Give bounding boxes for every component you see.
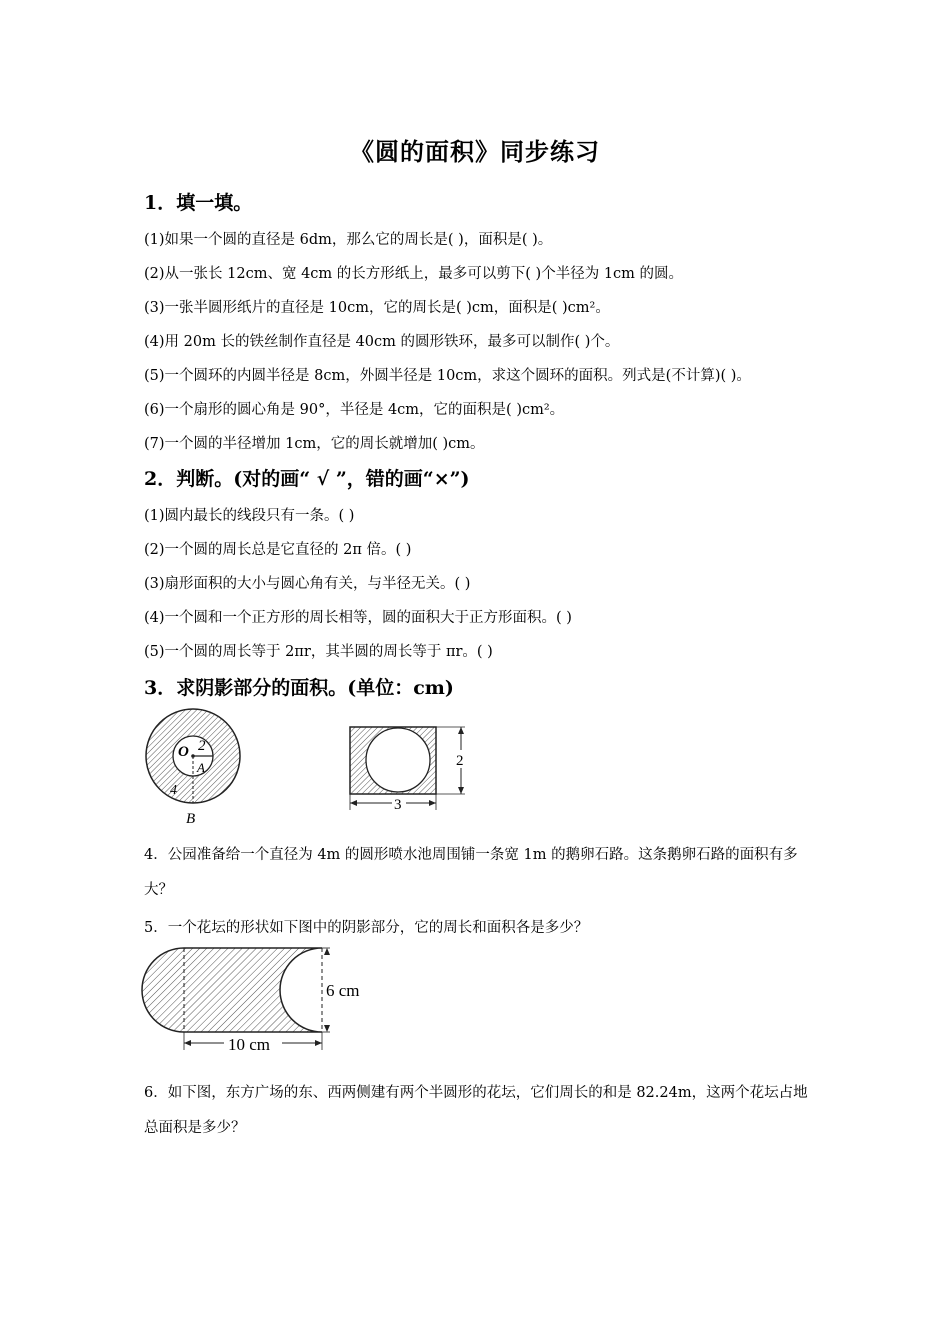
fill-item-5: (5)一个圆环的内圆半径是 8cm，外圆半径是 10cm，求这个圆环的面积。列式是(不计算)( )。 [144, 368, 751, 384]
judge-item-2: (2)一个圆的周长总是它直径的 2π 倍。( ) [144, 542, 412, 558]
label-height: 2 [456, 753, 464, 769]
inscribed-circle [366, 728, 430, 792]
judge-item-3: (3)扇形面积的大小与圆心角有关，与半径无关。( ) [144, 576, 471, 592]
question-5: 5．一个花坛的形状如下图中的阴影部分，它的周长和面积各是多少？ [144, 920, 589, 936]
label-b: B [186, 811, 196, 827]
label-outer-radius: 4 [170, 783, 177, 798]
label-width: 3 [394, 797, 402, 813]
label-height: 6 cm [326, 981, 360, 1000]
label-a: A [197, 760, 205, 775]
shaded-flower-bed [142, 948, 322, 1032]
fill-item-1: (1)如果一个圆的直径是 6dm，那么它的周长是( )，面积是( )。 [144, 232, 553, 248]
fill-item-2: (2)从一张长 12cm、宽 4cm 的长方形纸上，最多可以剪下( )个半径为 1cm 的圆。 [144, 266, 684, 282]
section2-heading: 2．判断。(对的画“ √ ”，错的画“×”) [144, 468, 470, 490]
judge-item-5: (5)一个圆的周长等于 2πr，其半圆的周长等于 πr。( ) [144, 644, 493, 660]
judge-item-4: (4)一个圆和一个正方形的周长相等，圆的面积大于正方形面积。( ) [144, 610, 572, 626]
fill-item-6: (6)一个扇形的圆心角是 90°，半径是 4cm，它的面积是( )cm²。 [144, 402, 565, 418]
section1-heading: 1．填一填。 [144, 192, 253, 214]
annulus-figure [138, 706, 248, 830]
page-title: 《圆的面积》同步练习 [350, 137, 600, 166]
fill-item-3: (3)一张半圆形纸片的直径是 10cm，它的周长是( )cm，面积是( )cm²。 [144, 300, 610, 316]
fill-item-7: (7)一个圆的半径增加 1cm，它的周长就增加( )cm。 [144, 436, 485, 452]
judge-item-1: (1)圆内最长的线段只有一条。( ) [144, 508, 355, 524]
label-inner-radius: 2 [198, 738, 206, 754]
question-6: 6．如下图，东方广场的东、西两侧建有两个半圆形的花坛，它们周长的和是 82.24m，这两个花坛占地总面积是多少？ [144, 1085, 808, 1136]
question-4: 4．公园准备给一个直径为 4m 的圆形喷水池周围铺一条宽 1m 的鹅卵石路。这条鹅卵石路的面积有多大？ [144, 847, 798, 898]
square-circle-figure [343, 722, 473, 814]
label-o: O [178, 744, 189, 760]
fill-item-4: (4)用 20m 长的铁丝制作直径是 40cm 的圆形铁环，最多可以制作( )个。 [144, 334, 620, 350]
section3-heading: 3．求阴影部分的面积。(单位：cm) [144, 677, 454, 699]
label-width: 10 cm [228, 1035, 271, 1054]
center-point [191, 754, 195, 758]
flower-bed-figure [140, 944, 380, 1056]
